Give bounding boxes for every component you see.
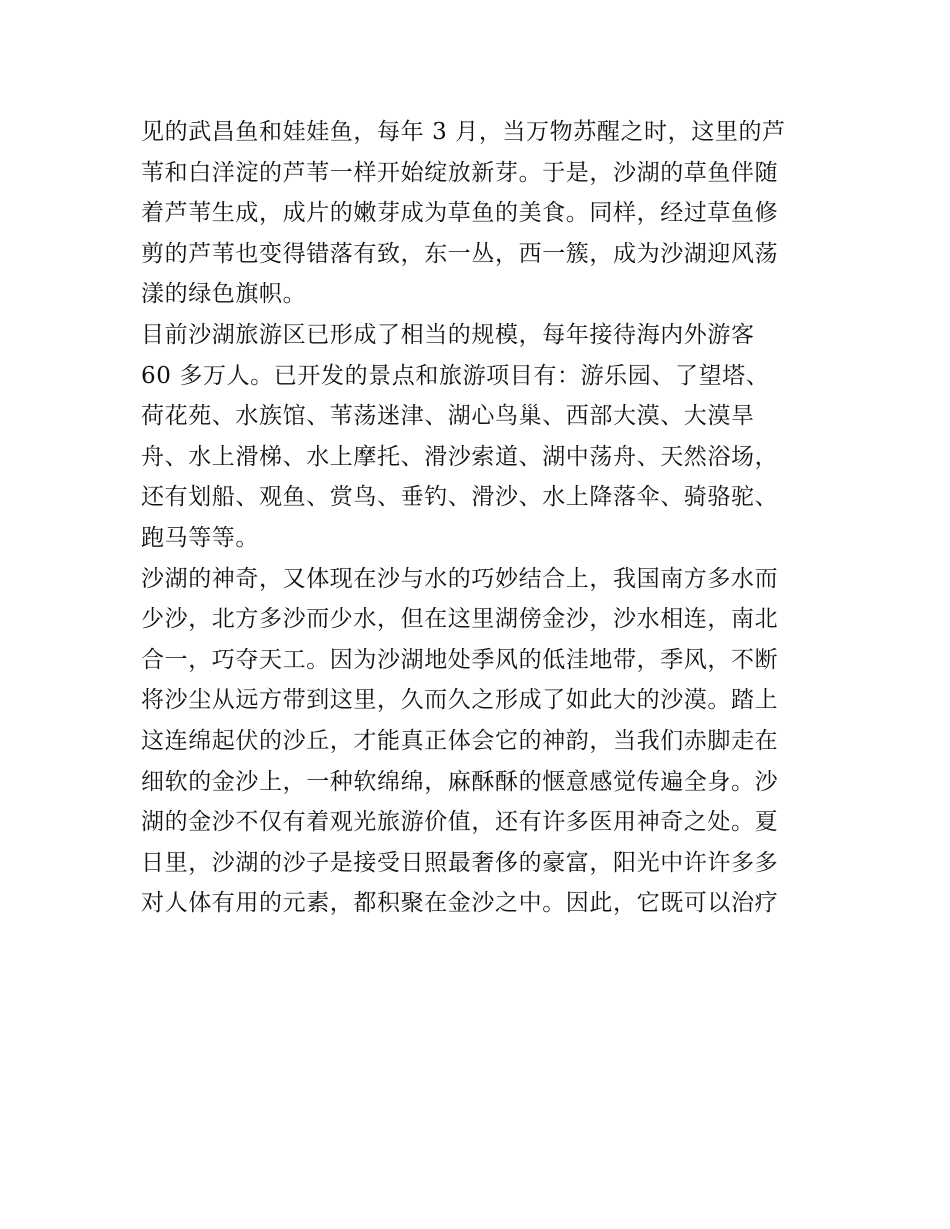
text-line: 见的武昌鱼和娃娃鱼，每年 3 月，当万物苏醒之时，这里的芦 — [141, 119, 786, 145]
text-line: 目前沙湖旅游区已形成了相当的规模，每年接待海内外游客 — [141, 321, 755, 348]
text-line: 还有划船、观鱼、赏鸟、垂钓、滑沙、水上降落伞、骑骆驼、 — [141, 484, 779, 511]
text-line: 苇和白洋淀的芦苇一样开始绽放新芽。于是，沙湖的草鱼伴随 — [141, 159, 779, 186]
body-text — [141, 112, 821, 924]
text-line: 舟、水上滑梯、水上摩托、滑沙索道、湖中荡舟、天然浴场， — [141, 443, 779, 470]
text-line: 沙湖的神奇，又体现在沙与水的巧妙结合上，我国南方多水而 — [141, 565, 779, 592]
text-line: 日里，沙湖的沙子是接受日照最奢侈的豪富，阳光中许许多多 — [141, 849, 779, 876]
text-line: 荷花苑、水族馆、苇荡迷津、湖心鸟巢、西部大漠、大漠旱 — [141, 403, 755, 430]
text-line: 将沙尘从远方带到这里，久而久之形成了如此大的沙漠。踏上 — [141, 687, 779, 714]
text-line: 剪的芦苇也变得错落有致，东一丛，西一簇，成为沙湖迎风荡 — [141, 240, 779, 267]
text-line: 着芦苇生成，成片的嫩芽成为草鱼的美食。同样，经过草鱼修 — [141, 200, 779, 227]
text-line: 细软的金沙上，一种软绵绵，麻酥酥的惬意感觉传遍全身。沙 — [141, 768, 779, 795]
text-line: 漾的绿色旗帜。 — [141, 281, 307, 308]
text-line: 合一，巧夺天工。因为沙湖地处季风的低洼地带，季风，不断 — [141, 646, 779, 673]
text-line: 少沙，北方多沙而少水，但在这里湖傍金沙，沙水相连，南北 — [141, 606, 779, 633]
text-line: 湖的金沙不仅有着观光旅游价值，还有许多医用神奇之处。夏 — [141, 809, 779, 836]
text-line: 这连绵起伏的沙丘，才能真正体会它的神韵，当我们赤脚走在 — [141, 727, 779, 754]
text-line: 60 多万人。已开发的景点和旅游项目有：游乐园、了望塔、 — [141, 362, 770, 389]
text-line: 跑马等等。 — [141, 524, 259, 551]
text-line: 对人体有用的元素，都积聚在金沙之中。因此，它既可以治疗 — [141, 890, 779, 917]
